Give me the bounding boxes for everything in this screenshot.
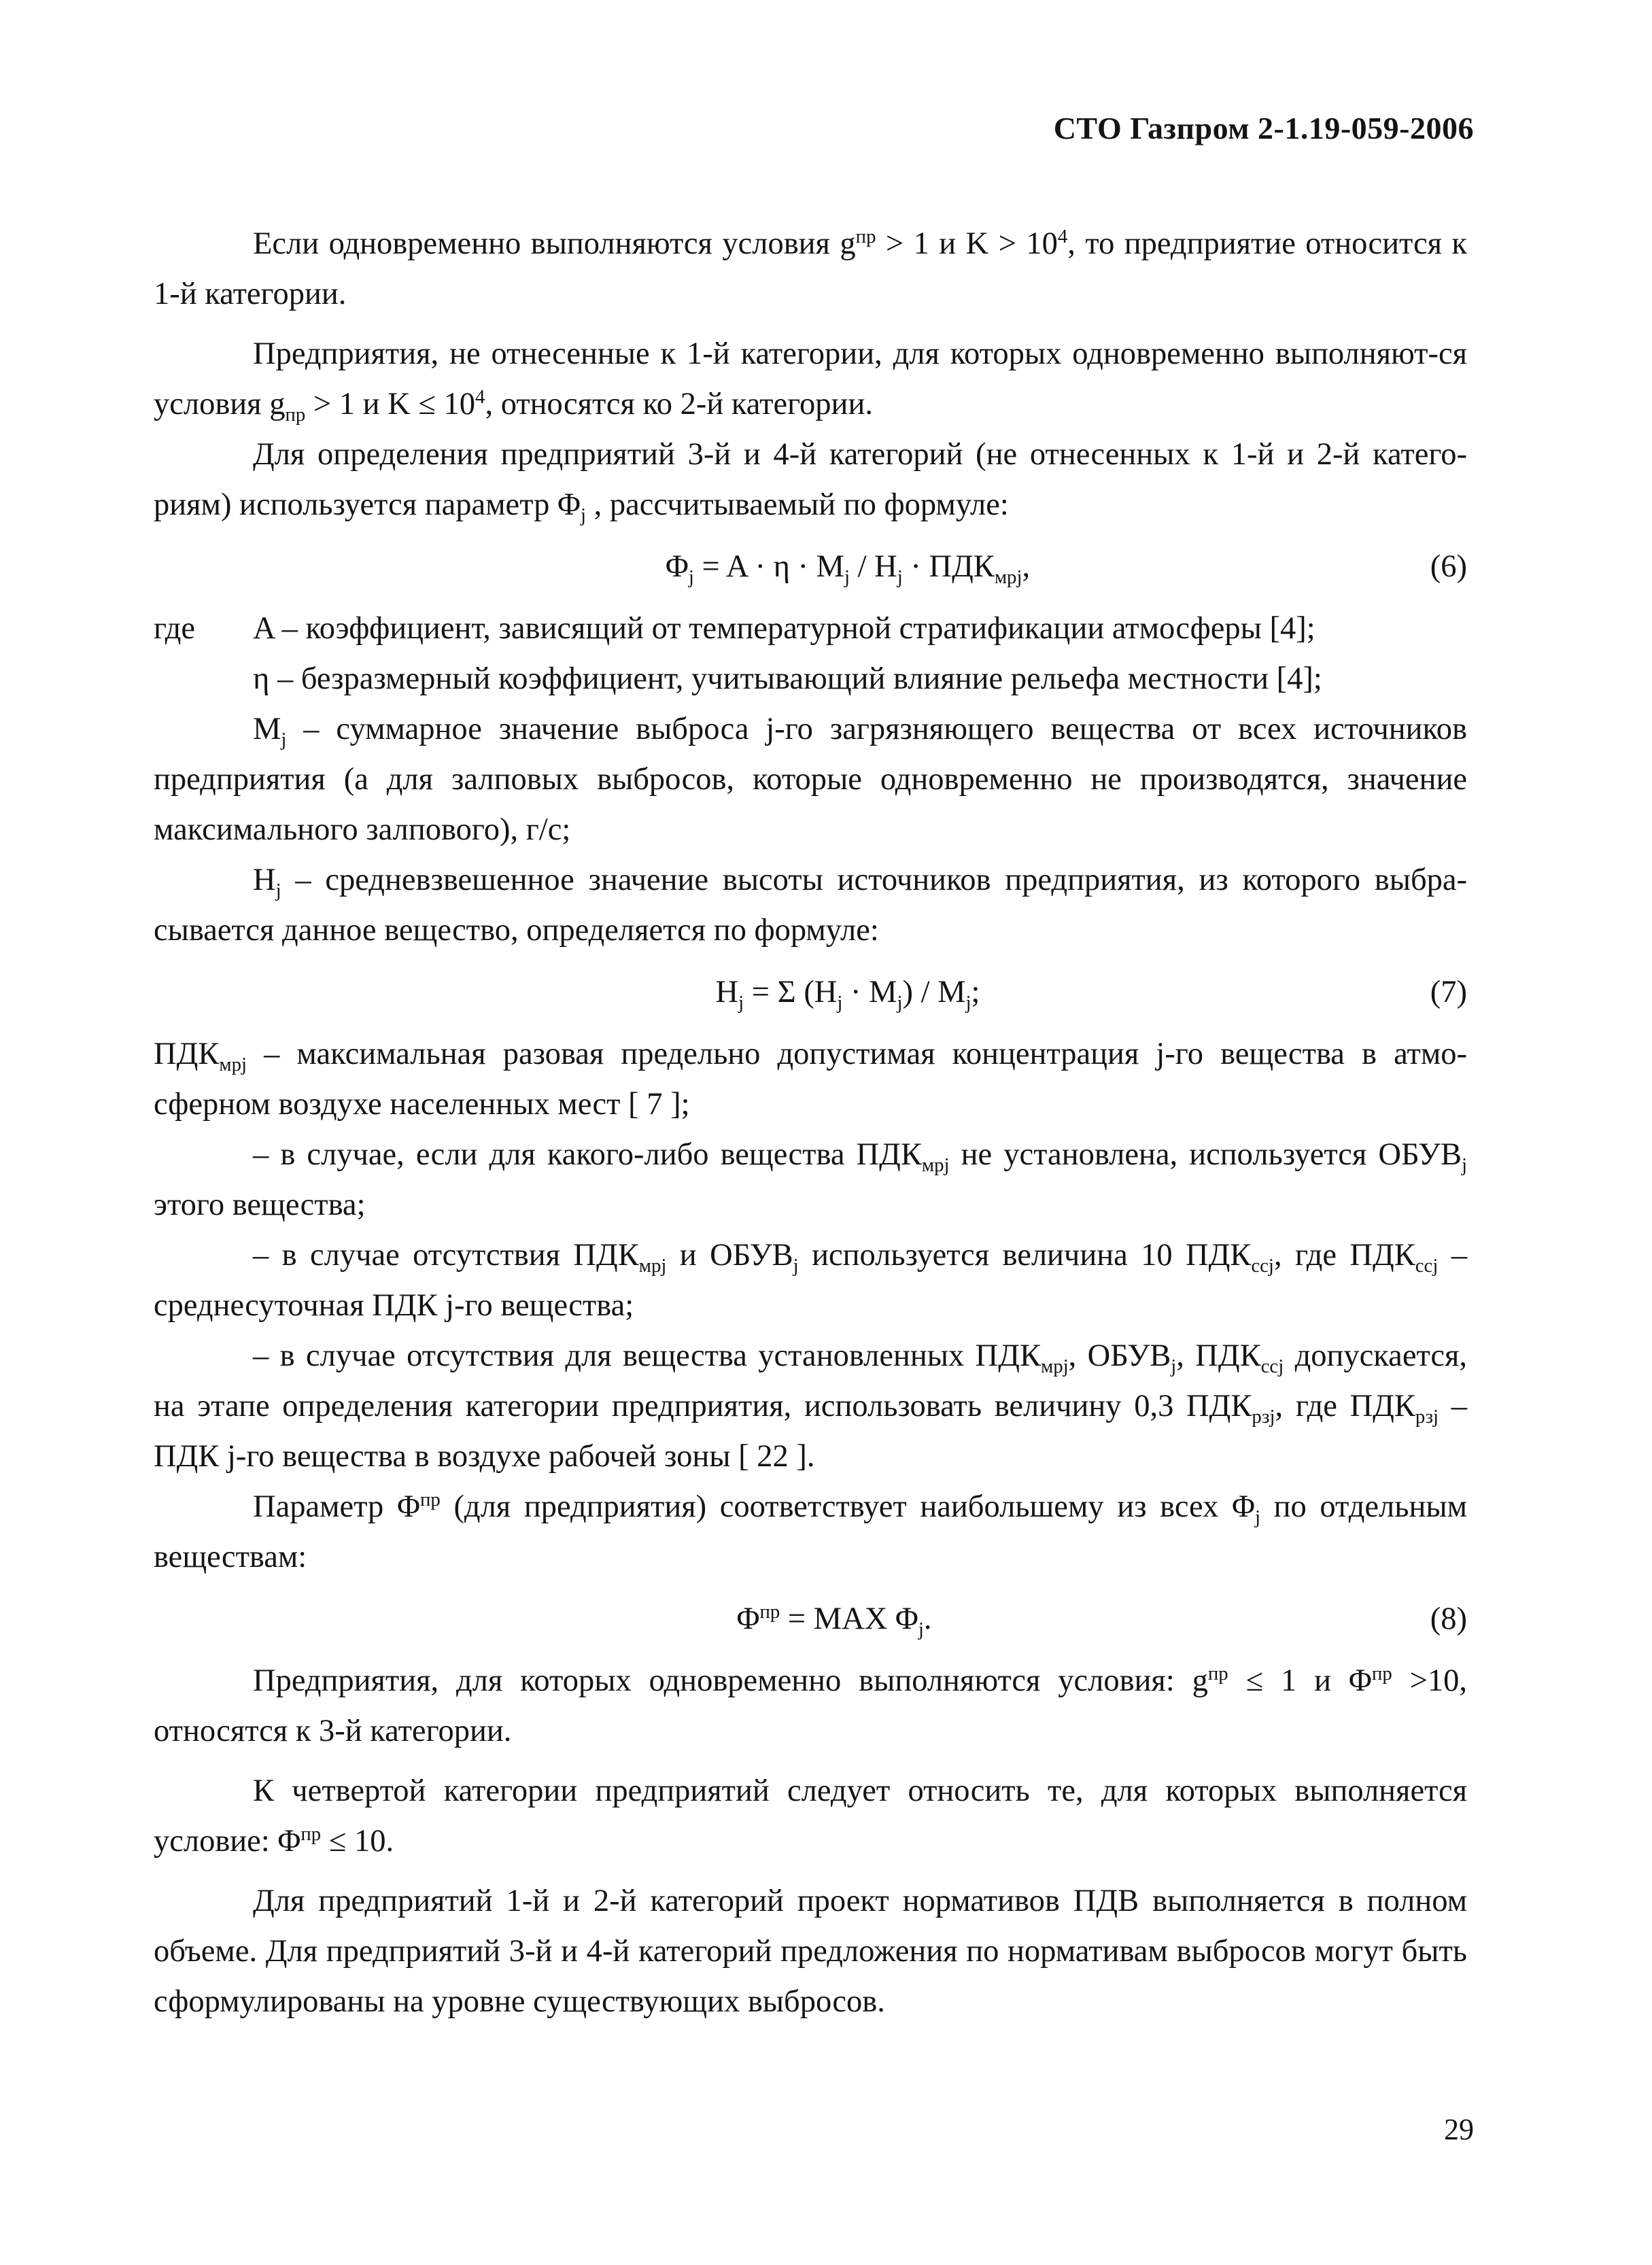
page-number: 29 bbox=[1444, 2113, 1474, 2146]
definition-h: $H_j$ – средневзвешенное значение высоты источников предприятия, из которого выбра-сывается данное вещество, определяется по формуле: bbox=[154, 863, 1467, 948]
definition-eta: η – безразмерный коэффициент, учитывающий влияние рельефа местности [4]; bbox=[253, 661, 1322, 696]
document-code-header: СТО Газпром 2-1.19-059-2006 bbox=[1053, 111, 1474, 145]
formula-6 bbox=[154, 530, 1467, 604]
case-no-pdk-obuv: – в случае отсутствия $ПДК_{мрj}$ и $ОБУВ_j$ используется величина 10 $ПДК_{ccj}$, где $ПДК_{ccj}$ – среднесуточная ПДК j-го вещества; bbox=[154, 1238, 1467, 1323]
paragraph-category-2: Предприятия, не отнесенные к 1-й категории, для которых одновременно выполняют-ся условия $g_{пр} > 1$ и $K \le 10^4$, относятся ко 2-й категории. bbox=[154, 336, 1467, 426]
paragraph-parameter-phi-pr: Параметр $\Phi^{пр}$ (для предприятия) соответствует наибольшему из всех $\Phi_j$ по отдельным веществам: bbox=[154, 1489, 1467, 1574]
formula-7-expression: $H_j = \Sigma$ $(H_j \cdot M_j) / M_j$; bbox=[715, 975, 980, 1014]
formula-8 bbox=[154, 1583, 1467, 1656]
definition-where-label: где bbox=[154, 611, 196, 646]
definition-pdk: $ПДК_{мрj}$ – максимальная разовая предельно допустимая концентрация j-го вещества в атмо-сферном воздухе населенных мест [ 7 ]; bbox=[154, 1037, 1467, 1122]
paragraph-pdv-project: Для предприятий 1-й и 2-й категорий проект нормативов ПДВ выполняется в полном объеме. Для предприятий 3-й и 4-й категорий предложения по нормативам выбросов могут быть сформулированы на уровне существующих выбросов. bbox=[154, 1884, 1467, 2019]
formula-7-number: (7) bbox=[1430, 975, 1467, 1009]
formula-7 bbox=[154, 956, 1467, 1029]
paragraph-parameter-phi: Для определения предприятий 3-й и 4-й категорий (не отнесенных к 1-й и 2-й катего-риям) используется параметр $\Phi_j$ , рассчитываемый по формуле: bbox=[154, 437, 1467, 527]
definition-a: где A – коэффициент, зависящий от температурной стратификации атмосферы [4]; bbox=[154, 604, 1467, 654]
case-no-pdk: – в случае, если для какого-либо вещества $ПДК_{мрj}$ не установлена, используется $ОБУВ_j$ этого вещества; bbox=[154, 1137, 1467, 1222]
document-body bbox=[154, 219, 1467, 2027]
formula-6-expression: $\Phi_j = A \cdot \eta \cdot M_j / H_j \cdot ПДК_{мрj}$, bbox=[665, 549, 1031, 589]
paragraph-category-1: Если одновременно выполняются условия $g^{пр} > 1$ и $K > 10^4$, то предприятие относится к 1-й категории. bbox=[154, 226, 1468, 311]
paragraph-category-3: Предприятия, для которых одновременно выполняются условия: $g^{пр} \le 1$ и $\Phi^{пр} >10$, относятся к 3-й категории. bbox=[154, 1663, 1467, 1748]
formula-6-number: (6) bbox=[1430, 549, 1467, 584]
definition-m: $M_j$ – суммарное значение выброса j-го загрязняющего вещества от всех источников предприятия (а для залповых выбросов, которые одновременно не производятся, значение максимального залпового), г/с; bbox=[154, 712, 1467, 847]
paragraph-category-4: К четвертой категории предприятий следует относить те, для которых выполняется условие: $\Phi^{пр} \le 10$. bbox=[154, 1774, 1467, 1858]
formula-8-number: (8) bbox=[1430, 1602, 1467, 1636]
formula-8-expression: $\Phi^{пр}$ = MAX $\Phi_j$. bbox=[736, 1601, 932, 1641]
case-no-standards: – в случае отсутствия для вещества установленных $ПДК_{мрj}$, $ОБУВ_j$, $ПДК_{ccj}$ допускается, на этапе определения категории предприятия, использовать величину 0,3 $ПДК_{рзj}$, где $ПДК_{рзj}$ – ПДК j-го вещества в воздухе рабочей зоны [ 22 ]. bbox=[154, 1338, 1467, 1474]
